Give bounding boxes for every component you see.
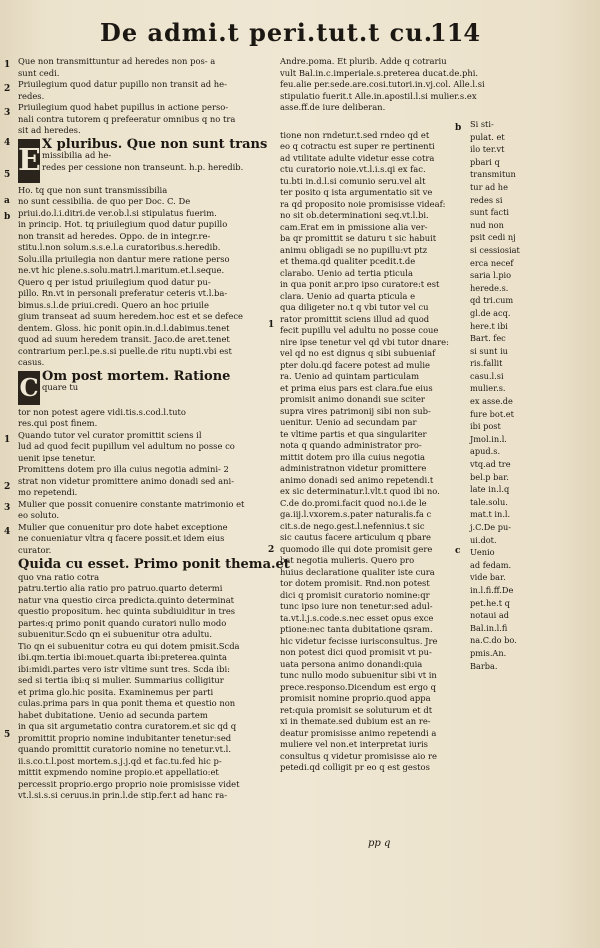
text-line: no sunt cessibilia. de quo per Doc. C. De — [18, 196, 191, 206]
text-line: ra. Uenio ad quintam particulam — [280, 371, 420, 381]
text-line: eo q cotractu est super re pertinenti — [280, 141, 435, 151]
text-line: tale.solu. — [470, 496, 508, 507]
text-line: notaui ad — [470, 610, 509, 621]
text-line: missibilia ad he- — [42, 150, 112, 160]
text-line: sunt facti — [470, 207, 510, 218]
text-line: nali contra tutorem q prefeeratur omnibus q no tra — [18, 113, 236, 124]
text-line: natur vna questio circa predicta.quinto determinat — [18, 594, 235, 605]
text-line: administratnon videtur promittere — [280, 463, 427, 473]
text-line: in qua sit argumetatio contra curatorem.et sic qd q — [18, 721, 237, 731]
text-line: bel.p bar. — [470, 471, 509, 482]
text-line: Bal.in.l.fi — [470, 622, 508, 633]
text-line: deatur promisisse animo repetendi a — [280, 727, 437, 738]
text-line: quod ad suum heredem transit. Jaco.de aret.tenet — [18, 334, 230, 344]
text-line: promisit nomine proprio.quod appa — [280, 693, 431, 703]
text-line: sunt cedi. — [18, 67, 60, 78]
text-line: promittit proprio nomine indubitanter tenetur:sed — [18, 732, 232, 743]
text-line: res.qui post finem. — [18, 418, 98, 428]
text-line: mittit dotem pro illa cuius negotia — [280, 451, 426, 462]
text-line: mat.t in.l. — [470, 509, 511, 520]
margin-letter: 4 — [4, 527, 11, 537]
margin-letter: 2 — [268, 545, 275, 555]
text-line: vel qd no est dignus q sibi subueniaf — [280, 348, 436, 358]
margin-letter: b — [4, 212, 11, 222]
text-line: hic videtur fecisse iurisconsultus. Jre — [280, 635, 438, 646]
text-line: Jmol.in.l. — [470, 433, 507, 444]
text-line: eo soluto. — [18, 510, 59, 520]
text-line: mulier.s. — [470, 383, 506, 394]
section-heading — [18, 557, 290, 572]
text-line: pmis.An. — [470, 647, 507, 658]
text-line: casu.l.si — [470, 370, 504, 381]
text-line: uata persona animo donandi:quia — [280, 658, 423, 669]
text-line: tu.bti in.d.l.si comunio seru.vel alt — [280, 175, 426, 186]
text-line: Quero q per istud priuilegium quod datur pu- — [18, 276, 211, 287]
text-line: xi in themate.sed dubium est an re- — [280, 716, 431, 726]
text-line: nire ipse tenetur vel qd vbi tutor dnare: — [280, 336, 449, 347]
margin-letter: 4 — [4, 138, 11, 148]
chapter-opening — [18, 136, 268, 185]
running-title: De admi.t peri.tut.t cu. — [100, 18, 434, 47]
text-line: non transit ad heredes. Oppo. de in integr.re- — [18, 230, 211, 241]
text-line: patru.tertio alia ratio pro patruo.quarto determi — [18, 583, 223, 593]
text-line: pter dolu.qd facere potest ad mulie — [280, 359, 430, 370]
text-line: herede.s. — [470, 282, 509, 293]
text-line: uenitur. Uenio ad secundam par — [280, 417, 417, 427]
text-line: clarabo. Uenio ad tertia pticula — [280, 267, 413, 278]
text-line: Ho. tq que non sunt transmissibilia — [18, 184, 168, 195]
text-line: huius declaratione qualiter iste cura — [280, 566, 435, 577]
text-line: ne conueniatur vltra q facere possit.et idem eius — [18, 533, 225, 543]
text-line: mo repetendi. — [18, 487, 78, 497]
text-line: stipulatio fuerit.t Alle.in.apostil.l.si mulier.s.ex — [280, 90, 477, 101]
text-line: ptione:nec tanta dubitatione qsram. — [280, 624, 433, 634]
margin-letter: 3 — [4, 108, 11, 118]
text-line: dentem. Gloss. hic ponit opin.in.d.l.dabimus.tenet — [18, 322, 230, 333]
text-line: tor non potest agere vidi.tis.s.cod.l.tuto — [18, 406, 186, 417]
text-line: apud.s. — [470, 446, 501, 457]
signature-mark: pp q — [368, 838, 391, 849]
text-line: ba qr promittit se daturu t sic habuit — [280, 233, 437, 243]
text-line: Andre.poma. Et plurib. Adde q cotrariu — [280, 56, 447, 66]
text-line: tione non rndetur.t.sed rndeo qd et — [280, 129, 430, 140]
text-line: muliere vel non.et interpretat iuris — [280, 739, 428, 749]
text-line: ilo ter.vt — [470, 144, 505, 155]
text-line: Priuilegium quod datur pupillo non transit ad he- — [18, 79, 227, 89]
text-line: in.l.fi.ff.De — [470, 584, 514, 595]
text-line: mittit expmendo nomine propio.et appellatio:et — [18, 767, 219, 777]
text-line: bat negotia mulieris. Quero pro — [280, 555, 415, 565]
text-line: vt.l.si.s.si ceruus.in prin.l.de stip.fer.t ad hanc ra- — [18, 790, 228, 800]
margin-letter: 1 — [4, 435, 11, 445]
text-line: feu.alie per.sede.are.cosi.tutori.in.vj.col. Alle.l.si — [280, 79, 485, 89]
text-line: cit.s.de nego.gest.l.nefennius.t sic — [280, 520, 425, 531]
left-text-column — [18, 56, 290, 802]
margin-letter: a — [4, 196, 10, 206]
text-line: pulat. et — [470, 131, 505, 142]
text-line: in princip. Hot. tq priuilegium quod datur pupillo — [18, 219, 228, 229]
margin-letter: 2 — [4, 482, 11, 492]
text-line: Bart. fec — [470, 333, 506, 344]
text-line: ra qd proposito noie promisisse videaf: — [280, 198, 446, 209]
page-header — [0, 18, 600, 54]
text-line: te vltime partis et qua singulariter — [280, 428, 427, 439]
text-line: fecit pupillu vel adultu no posse coue — [280, 325, 439, 335]
opening-word: Quida cu esset. Primo ponit thema.et — [18, 557, 290, 572]
text-line: na.C.do bo. — [470, 635, 517, 646]
text-line: ii.s.co.t.l.post mortem.s.j.j.qd et fac.tu.fed hic p- — [18, 755, 222, 766]
text-line: ui.dot. — [470, 534, 497, 545]
text-line: uenit ipse tenetur. — [18, 452, 96, 463]
text-line: subuenitur.Scdo qn ei subuenitur otra adultu. — [18, 629, 213, 639]
text-line: priui.do.l.i.ditri.de ver.ob.l.si stipulatus fuerim. — [18, 207, 217, 218]
text-line: sed si tertia ibi:q si mulier. Summarius colligitur — [18, 675, 224, 685]
text-line: late in.l.q — [470, 484, 510, 495]
text-line: prece.responso.Dicendum est ergo q — [280, 681, 437, 692]
chapter-opening — [18, 368, 266, 407]
text-line: curator. — [18, 544, 52, 555]
margin-letter: 5 — [4, 730, 11, 740]
text-line: sit ad heredes. — [18, 125, 81, 135]
text-line: Que non transmittuntur ad heredes non pos- a — [18, 56, 216, 66]
text-line: pillo. Rn.vt in personali preferatur ceteris vt.l.ba- — [18, 288, 228, 298]
text-line: asse.ff.de iure deliberan. — [280, 102, 386, 112]
text-line: ibi post — [470, 421, 501, 432]
text-line: stitu.l.non solum.s.s.e.l.a curatoribus.s.heredib. — [18, 242, 221, 252]
text-line: Tio qn ei subuenitur cotra eu qui dotem pmisit.Scda — [18, 640, 240, 651]
text-line: qd tri.cum — [470, 295, 514, 306]
text-line: ter posito q ista argumentatio sit ve — [280, 187, 433, 197]
text-line: transmitun — [470, 169, 516, 180]
text-line: casus. — [18, 357, 45, 367]
margin-letter: 1 — [4, 60, 11, 70]
text-line: here.t ibi — [470, 320, 508, 331]
text-line: saria l.pio — [470, 270, 512, 281]
text-line: redes per cessione non transeunt. h.p. heredib. — [42, 161, 244, 172]
text-line: Mulier que conuenitur pro dote habet exceptione — [18, 521, 228, 532]
right-gloss-column — [470, 118, 530, 672]
decorated-initial-E: E — [18, 139, 40, 183]
text-line: tor dotem promisit. Rnd.non potest — [280, 578, 430, 588]
text-line: tunc ipso iure non tenetur:sed adul- — [280, 601, 433, 611]
text-line: quo vna ratio cotra — [18, 571, 100, 582]
text-line: percessit proprio.ergo proprio noie promisisse videt — [18, 778, 240, 789]
text-line: ne.vt hic plene.s.solu.matri.l.maritum.et.l.seque. — [18, 265, 225, 275]
text-line: redes si — [470, 194, 503, 205]
margin-letter: b — [455, 123, 462, 133]
text-line: in qua ponit ar.pro ipso curatore:t est — [280, 279, 440, 289]
text-line: Promittens dotem pro illa cuius negotia admini- 2 — [18, 464, 229, 474]
text-line: qua diligeter no.t q vbi tutor vel cu — [280, 302, 429, 312]
text-line: erca necef — [470, 257, 514, 268]
text-line: ex asse.de — [470, 396, 513, 407]
text-line: habet dubitatione. Uenio ad secunda partem — [18, 709, 208, 720]
text-line: pet.he.t q — [470, 597, 510, 608]
text-line: consultus q videtur promisisse aio re — [280, 750, 437, 761]
text-line: Uenio — [470, 547, 495, 558]
text-line: lud ad quod fecit pupillum vel adultum no posse co — [18, 441, 235, 451]
text-line: nud non — [470, 219, 504, 230]
text-line: dici q promisit curatorio nomine:qr — [280, 589, 430, 600]
text-line: C.de do.promi.facit quod no.i.de le — [280, 497, 427, 508]
text-line: ad fedam. — [470, 559, 512, 570]
text-line: gl.de acq. — [470, 307, 511, 318]
text-line: pbari q — [470, 156, 500, 167]
text-line: tunc nullo modo subuenitur sibi vt in — [280, 670, 437, 680]
text-line: ad vtilitate adulte videtur esse cotra — [280, 152, 435, 163]
text-line: vult Bal.in.c.imperiale.s.preterea ducat.de.phi. — [280, 67, 479, 78]
text-line: si cessiosiat — [470, 244, 520, 255]
text-line: questio propositum. hec quinta subdiuiditur in tres — [18, 606, 236, 616]
text-line: ris.fallit — [470, 358, 503, 369]
opening-word: Om post mortem. Ratione — [42, 368, 231, 384]
margin-letter: 1 — [268, 320, 275, 330]
opening-word: X pluribus. Que non sunt trans — [42, 136, 268, 152]
text-line: Barba. — [470, 660, 498, 671]
text-line: j.C.De pu- — [470, 522, 512, 532]
text-line: culas.prima pars in qua ponit thema et questio non — [18, 698, 236, 708]
text-line: Mulier que possit conuenire constante matrimonio et — [18, 498, 245, 509]
text-line: et prima glo.hic posita. Examinemus per parti — [18, 686, 214, 697]
text-line: quomodo ille qui dote promisit gere — [280, 543, 433, 554]
text-line: bimus.s.l.de priui.credi. Quero an hoc priuile — [18, 299, 209, 310]
text-line: strat non videtur promittere animo donadi sed ani- — [18, 475, 235, 486]
text-line: ibi.qm.tertia ibi:mouet.quarta ibi:preterea.quinta — [18, 652, 228, 662]
text-line: vide bar. — [470, 572, 506, 583]
text-line: quando promittit curatorio nomine no tenetur.vt.l. — [18, 744, 231, 754]
text-line: ga.iij.l.vxorem.s.pater naturalis.fa c — [280, 509, 432, 519]
text-line: ret:quia promisit se soluturum et dt — [280, 704, 433, 715]
margin-letter: c — [455, 546, 461, 556]
text-line: ctu curatorio noie.vt.l.i.s.qi ex fac. — [280, 164, 426, 174]
margin-letter: 2 — [4, 84, 11, 94]
text-line: ibi:midi.partes vero istr vltime sunt tres. Scda ibi: — [18, 663, 230, 674]
text-line: animo donadi sed animo repetendi.t — [280, 474, 434, 485]
text-line: ex sic determinatur.l.vlt.t quod ibi no. — [280, 486, 440, 496]
text-line: et prima eius pars est clara.fue eius — [280, 382, 433, 393]
text-line: Priuilegium quod habet pupillus in actione perso- — [18, 102, 229, 112]
text-line: non potest dici quod promisit vt pu- — [280, 647, 432, 657]
text-line: ta.vt.l.j.s.code.s.nec esset opus exce — [280, 612, 434, 623]
text-line: supra vires patrimonij sibi non sub- — [280, 405, 431, 416]
margin-letter: 5 — [4, 170, 11, 180]
text-line: vtq.ad tre — [470, 459, 511, 470]
text-line: nota q quando administrator pro- — [280, 440, 422, 450]
text-line: sic cautus facere articulum q pbare — [280, 532, 431, 542]
decorated-initial-C: C — [18, 371, 40, 405]
text-line: psit cedi nj — [470, 232, 516, 243]
text-line: cam.Erat em in pmissione alia ver- — [280, 221, 428, 232]
margin-letter: 3 — [4, 503, 11, 513]
text-line: quare tu — [42, 382, 79, 392]
text-line: gium transeat ad suum heredem.hoc est et se defece — [18, 311, 243, 321]
text-line: si sunt iu — [470, 345, 508, 356]
text-line: clara. Uenio ad quarta pticula e — [280, 290, 416, 301]
folio-number: 114 — [430, 18, 481, 47]
text-line: animu obligadi se no pupillu:vt ptz — [280, 244, 428, 255]
text-line: Si sti- — [470, 119, 494, 129]
text-line — [280, 114, 450, 130]
text-line: fure bot.et — [470, 408, 514, 419]
text-line: Quando tutor vel curator promittit sciens il — [18, 429, 202, 440]
text-line: tur ad he — [470, 181, 508, 192]
text-line: petedi.qd colligit pr eo q est gestos — [280, 762, 430, 772]
text-line: et thema.qd qualiter pcedit.t.de — [280, 256, 416, 266]
text-line: partes:q primo ponit quando curatori nullo modo — [18, 617, 227, 628]
text-line: contrarium per.l.pe.s.si puelle.de ritu nupti.vbi est — [18, 345, 232, 356]
text-line: promisit animo donandi sue sciter — [280, 394, 425, 404]
text-line: rator promittit sciens illud ad quod — [280, 313, 430, 324]
text-line: no sit ob.determinationi seq.vt.l.bi. — [280, 210, 429, 220]
text-line: redes. — [18, 90, 45, 101]
text-line: Solu.illa priuilegia non dantur mere ratione perso — [18, 253, 230, 264]
